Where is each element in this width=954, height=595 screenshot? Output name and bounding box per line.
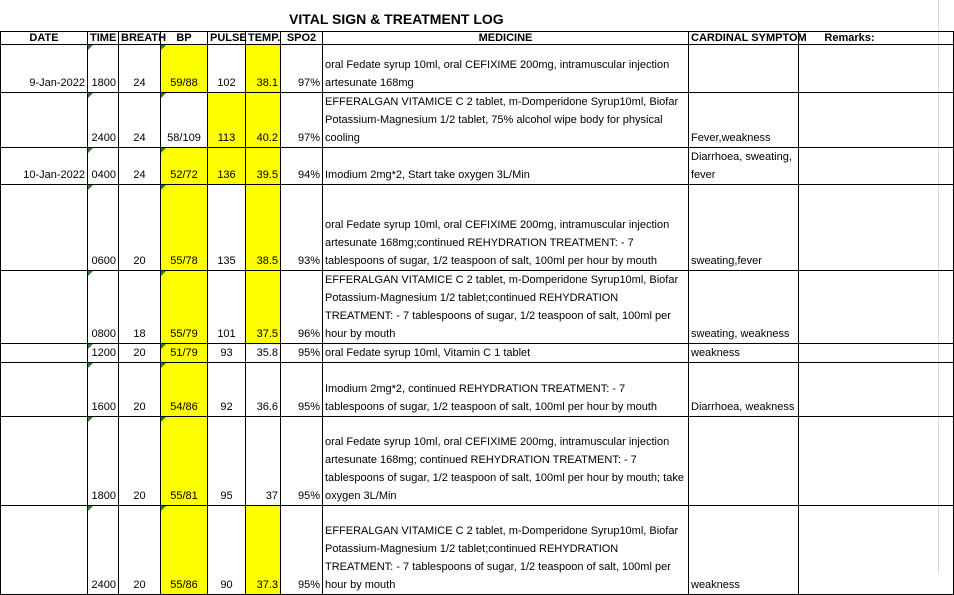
cell-cardinal-symptom[interactable]: Diarrhoea, sweating, fever	[689, 148, 799, 185]
cell-bp[interactable]: 55/78	[161, 185, 208, 271]
col-header-spo2[interactable]: SPO2	[281, 32, 323, 45]
cell-pulse[interactable]: 101	[208, 271, 246, 344]
cell-spo2[interactable]: 96%	[281, 271, 323, 344]
cell-temp[interactable]: 37.3	[246, 506, 281, 595]
table-row	[1, 363, 954, 417]
cell-spo2[interactable]: 95%	[281, 417, 323, 506]
table-row	[1, 185, 954, 271]
cell-medicine[interactable]: Imodium 2mg*2, continued REHYDRATION TREATMENT: - 7 tablespoons of sugar, 1/2 teaspoon of salt, 100ml per hour by mouth	[323, 363, 689, 417]
cell-temp[interactable]: 38.1	[246, 45, 281, 93]
cell-breath[interactable]: 20	[119, 363, 161, 417]
cell-temp[interactable]: 39.5	[246, 148, 281, 185]
cell-medicine[interactable]: EFFERALGAN VITAMICE C 2 tablet, m-Domperidone Syrup10ml, Biofar Potassium-Magnesium 1/2 tablet;continued REHYDRATION TREATMENT: - 7 tablespoons of sugar, 1/2 teaspoon of salt, 100ml per hour by mouth	[323, 271, 689, 344]
cell-breath[interactable]: 18	[119, 271, 161, 344]
cell-time[interactable]: 2400	[88, 93, 119, 148]
col-header-bp[interactable]: BP	[161, 32, 208, 45]
cell-date[interactable]	[1, 417, 88, 506]
cell-date[interactable]	[1, 271, 88, 344]
cell-pulse[interactable]: 93	[208, 344, 246, 363]
cell-spo2[interactable]: 95%	[281, 506, 323, 595]
cell-date[interactable]	[1, 344, 88, 363]
cell-date[interactable]: 10-Jan-2022	[1, 148, 88, 185]
cell-pulse[interactable]: 102	[208, 45, 246, 93]
cell-date[interactable]	[1, 363, 88, 417]
cell-medicine[interactable]: EFFERALGAN VITAMICE C 2 tablet, m-Domperidone Syrup10ml, Biofar Potassium-Magnesium 1/2 tablet;continued REHYDRATION TREATMENT: - 7 tablespoons of sugar, 1/2 teaspoon of salt, 100ml per hour by mouth	[323, 506, 689, 595]
cell-spo2[interactable]: 95%	[281, 344, 323, 363]
cell-breath[interactable]: 24	[119, 93, 161, 148]
cell-remarks[interactable]	[799, 185, 954, 271]
cell-spo2[interactable]: 97%	[281, 93, 323, 148]
cell-cardinal-symptom[interactable]: Fever,weakness	[689, 93, 799, 148]
cell-cardinal-symptom[interactable]	[689, 417, 799, 506]
table-row	[1, 506, 954, 595]
cell-bp[interactable]: 58/109	[161, 93, 208, 148]
cell-remarks[interactable]	[799, 148, 954, 185]
cell-cardinal-symptom[interactable]: sweating,fever	[689, 185, 799, 271]
cell-time[interactable]: 0600	[88, 185, 119, 271]
cell-remarks[interactable]	[799, 93, 954, 148]
cell-pulse[interactable]: 92	[208, 363, 246, 417]
table-row	[1, 148, 954, 185]
cell-spo2[interactable]: 95%	[281, 363, 323, 417]
cell-time[interactable]: 1800	[88, 417, 119, 506]
cell-pulse[interactable]: 95	[208, 417, 246, 506]
cell-pulse[interactable]: 135	[208, 185, 246, 271]
table-row	[1, 417, 954, 506]
cell-cardinal-symptom[interactable]	[689, 45, 799, 93]
cell-bp[interactable]: 55/81	[161, 417, 208, 506]
cell-breath[interactable]: 20	[119, 506, 161, 595]
header-row	[1, 32, 954, 45]
cell-remarks[interactable]	[799, 45, 954, 93]
cell-spo2[interactable]: 97%	[281, 45, 323, 93]
cell-breath[interactable]: 24	[119, 45, 161, 93]
col-header-pulse[interactable]: PULSE	[208, 32, 246, 45]
cell-temp[interactable]: 35.8	[246, 344, 281, 363]
table-row	[1, 45, 954, 93]
cell-medicine[interactable]: oral Fedate syrup 10ml, oral CEFIXIME 200mg, intramuscular injection artesunate 168mg	[323, 45, 689, 93]
cell-temp[interactable]: 38.5	[246, 185, 281, 271]
table-row	[1, 93, 954, 148]
cell-time[interactable]: 1200	[88, 344, 119, 363]
cell-date[interactable]	[1, 93, 88, 148]
cell-medicine[interactable]: oral Fedate syrup 10ml, oral CEFIXIME 200mg, intramuscular injection artesunate 168mg;continued REHYDRATION TREATMENT: - 7 tablespoons of sugar, 1/2 teaspoon of salt, 100ml per hour by mouth	[323, 185, 689, 271]
cell-spo2[interactable]: 93%	[281, 185, 323, 271]
cell-date[interactable]	[1, 506, 88, 595]
cell-remarks[interactable]	[799, 363, 954, 417]
cell-time[interactable]: 1600	[88, 363, 119, 417]
cell-bp[interactable]: 52/72	[161, 148, 208, 185]
cell-pulse[interactable]: 136	[208, 148, 246, 185]
cell-bp[interactable]: 55/86	[161, 506, 208, 595]
cell-medicine[interactable]: EFFERALGAN VITAMICE C 2 tablet, m-Domperidone Syrup10ml, Biofar Potassium-Magnesium 1/2 tablet, 75% alcohol wipe body for physical cooling	[323, 93, 689, 148]
cell-bp[interactable]: 54/86	[161, 363, 208, 417]
cell-remarks[interactable]	[799, 344, 954, 363]
cell-bp[interactable]: 59/88	[161, 45, 208, 93]
cell-medicine[interactable]: Imodium 2mg*2, Start take oxygen 3L/Min	[323, 148, 689, 185]
cell-date[interactable]	[1, 185, 88, 271]
table-row	[1, 344, 954, 363]
cell-temp[interactable]: 37	[246, 417, 281, 506]
col-header-medicine[interactable]: MEDICINE	[323, 32, 689, 45]
cell-bp[interactable]: 55/79	[161, 271, 208, 344]
cell-breath[interactable]: 20	[119, 185, 161, 271]
cell-time[interactable]: 1800	[88, 45, 119, 93]
cell-spo2[interactable]: 94%	[281, 148, 323, 185]
col-header-time[interactable]: TIME	[88, 32, 119, 45]
cell-breath[interactable]: 20	[119, 344, 161, 363]
cell-date[interactable]: 9-Jan-2022	[1, 45, 88, 93]
sheet-title: VITAL SIGN & TREATMENT LOG	[289, 11, 504, 27]
cell-temp[interactable]: 40.2	[246, 93, 281, 148]
col-header-temp[interactable]: TEMP.	[246, 32, 281, 45]
col-header-cardinal-symptom[interactable]: CARDINAL SYMPTOM	[689, 32, 799, 45]
cell-cardinal-symptom[interactable]: weakness	[689, 344, 799, 363]
cell-breath[interactable]: 24	[119, 148, 161, 185]
cell-time[interactable]: 2400	[88, 506, 119, 595]
cell-cardinal-symptom[interactable]: Diarrhoea, weakness	[689, 363, 799, 417]
cell-pulse[interactable]: 113	[208, 93, 246, 148]
col-header-remarks[interactable]: Remarks:	[799, 32, 954, 45]
cell-bp[interactable]: 51/79	[161, 344, 208, 363]
cell-cardinal-symptom[interactable]: sweating, weakness	[689, 271, 799, 344]
col-header-breath[interactable]: BREATH	[119, 32, 161, 45]
cell-remarks[interactable]	[799, 417, 954, 506]
cell-cardinal-symptom[interactable]: weakness	[689, 506, 799, 595]
cell-medicine[interactable]: oral Fedate syrup 10ml, oral CEFIXIME 200mg, intramuscular injection artesunate 168mg; continued REHYDRATION TREATMENT: - 7 tablespoons of sugar, 1/2 teaspoon of salt, 100ml per hour by mouth; take oxygen 3L/Min	[323, 417, 689, 506]
cell-medicine[interactable]: oral Fedate syrup 10ml, Vitamin C 1 tablet	[323, 344, 689, 363]
table-row	[1, 271, 954, 344]
cell-time[interactable]: 0400	[88, 148, 119, 185]
cell-remarks[interactable]	[799, 506, 954, 595]
cell-remarks[interactable]	[799, 271, 954, 344]
col-header-date[interactable]: DATE	[1, 32, 88, 45]
cell-temp[interactable]: 37.5	[246, 271, 281, 344]
cell-pulse[interactable]: 90	[208, 506, 246, 595]
cell-temp[interactable]: 36.6	[246, 363, 281, 417]
cell-breath[interactable]: 20	[119, 417, 161, 506]
cell-time[interactable]: 0800	[88, 271, 119, 344]
vital-sign-table	[0, 31, 954, 595]
